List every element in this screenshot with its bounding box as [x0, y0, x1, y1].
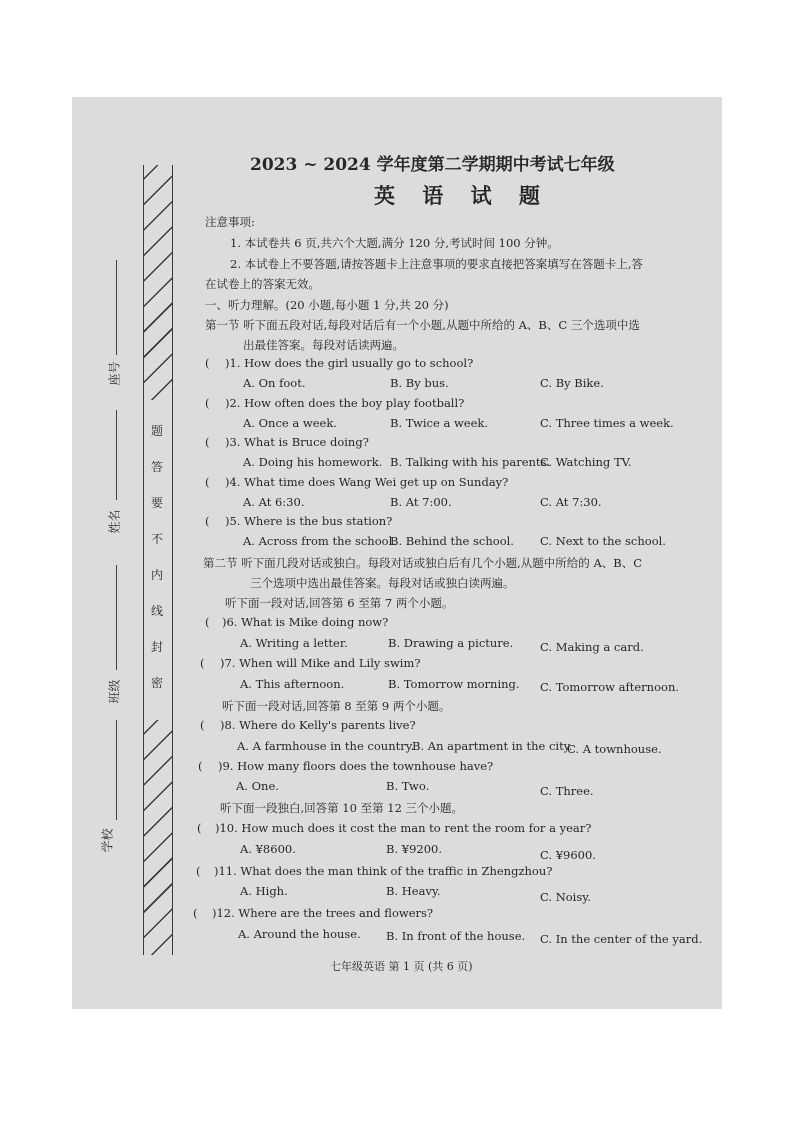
class-label: 班级 — [107, 679, 122, 704]
seal-char: 要 — [146, 494, 168, 511]
question-text: )10. How much does it cost the man to rent the room for a year? — [215, 821, 592, 835]
question-text: )12. Where are the trees and flowers? — [212, 906, 434, 920]
answer-paren: ( — [193, 906, 198, 920]
seal-char: 不 — [146, 530, 168, 547]
option-b: B. Twice a week. — [390, 416, 489, 430]
listening-intro: 听下面一段独白,回答第 10 至第 12 三个小题。 — [220, 801, 464, 815]
section-instruction: 三个选项中选出最佳答案。每段对话或独白读两遍。 — [250, 576, 515, 590]
question-text: )11. What does the man think of the traffic in Zhengzhou? — [214, 864, 553, 878]
option-c: C. Three. — [540, 784, 594, 798]
note-item: 2. 本试卷上不要答题,请按答题卡上注意事项的要求直接把答案填写在答题卡上,答 — [230, 257, 643, 271]
option-a: A. A farmhouse in the country. — [237, 739, 415, 753]
option-b: B. ¥9200. — [386, 842, 443, 856]
option-c: C. Next to the school. — [540, 534, 666, 548]
answer-paren: ( — [200, 656, 205, 670]
exam-title: 2023 ~ 2024 学年度第二学期期中考试七年级 — [250, 155, 615, 175]
option-c: C. Tomorrow afternoon. — [540, 680, 679, 694]
answer-paren: ( — [198, 759, 203, 773]
question-text: )9. How many floors does the townhouse have? — [218, 759, 494, 773]
section-heading: 一、听力理解。(20 小题,每小题 1 分,共 20 分) — [205, 298, 449, 312]
question-text: )4. What time does Wang Wei get up on Sunday? — [225, 475, 509, 489]
option-c: C. By Bike. — [540, 376, 604, 390]
binding-strip — [143, 165, 173, 955]
question-text: )3. What is Bruce doing? — [225, 435, 369, 449]
option-b: B. Drawing a picture. — [388, 636, 514, 650]
answer-paren: ( — [205, 475, 210, 489]
option-c: C. Making a card. — [540, 640, 644, 654]
answer-paren: ( — [205, 514, 210, 528]
option-c: C. At 7:30. — [540, 495, 602, 509]
seal-char: 封 — [146, 638, 168, 655]
answer-paren: ( — [205, 615, 210, 629]
question-text: )7. When will Mike and Lily swim? — [220, 656, 421, 670]
seal-char: 答 — [146, 458, 168, 475]
answer-paren: ( — [205, 396, 210, 410]
answer-paren: ( — [200, 718, 205, 732]
school-label: 学校 — [100, 828, 115, 853]
option-c: C. Watching TV. — [540, 455, 632, 469]
option-c: C. A townhouse. — [567, 742, 662, 756]
seat-blank-line — [116, 260, 117, 355]
seal-char: 密 — [146, 674, 168, 691]
option-c: C. Three times a week. — [540, 416, 674, 430]
option-c: C. In the center of the yard. — [540, 932, 703, 946]
option-c: C. ¥9600. — [540, 848, 596, 862]
option-b: B. By bus. — [390, 376, 449, 390]
name-label: 姓名 — [107, 509, 122, 534]
question-text: )6. What is Mike doing now? — [222, 615, 389, 629]
option-a: A. On foot. — [243, 376, 306, 390]
notes-heading: 注意事项: — [205, 215, 255, 229]
school-blank-line — [116, 720, 117, 820]
option-c: C. Noisy. — [540, 890, 591, 904]
section-instruction: 出最佳答案。每段对话读两遍。 — [243, 338, 404, 352]
page-footer: 七年级英语 第 1 页 (共 6 页) — [330, 960, 473, 973]
option-a: A. One. — [236, 779, 279, 793]
section-instruction: 第一节 听下面五段对话,每段对话后有一个小题,从题中所给的 A、B、C 三个选项中选 — [205, 318, 640, 332]
hatch-pattern-bottom — [144, 720, 172, 955]
seat-label: 座号 — [107, 361, 122, 386]
question-text: )2. How often does the boy play football? — [225, 396, 465, 410]
seal-char: 题 — [146, 422, 168, 439]
question-text: )8. Where do Kelly's parents live? — [220, 718, 416, 732]
option-a: A. This afternoon. — [240, 677, 345, 691]
class-blank-line — [116, 565, 117, 670]
option-b: B. Behind the school. — [390, 534, 514, 548]
answer-paren: ( — [205, 356, 210, 370]
option-a: A. Around the house. — [238, 927, 361, 941]
question-text: )5. Where is the bus station? — [225, 514, 393, 528]
option-a: A. Writing a letter. — [240, 636, 348, 650]
question-text: )1. How does the girl usually go to school? — [225, 356, 474, 370]
name-blank-line — [116, 410, 117, 500]
option-b: B. Two. — [386, 779, 430, 793]
answer-paren: ( — [197, 821, 202, 835]
option-a: A. At 6:30. — [243, 495, 305, 509]
exam-subject-title: 英 语 试 题 — [374, 183, 550, 208]
answer-paren: ( — [196, 864, 201, 878]
note-item: 在试卷上的答案无效。 — [205, 277, 320, 291]
seal-char: 线 — [146, 602, 168, 619]
option-a: A. Across from the school. — [243, 534, 396, 548]
option-b: B. In front of the house. — [386, 929, 526, 943]
option-b: B. Tomorrow morning. — [388, 677, 520, 691]
section-instruction: 第二节 听下面几段对话或独白。每段对话或独白后有几个小题,从题中所给的 A、B、C — [203, 556, 643, 570]
option-a: A. ¥8600. — [240, 842, 296, 856]
option-b: B. Talking with his parents. — [390, 455, 551, 469]
option-a: A. Once a week. — [243, 416, 337, 430]
option-a: A. High. — [240, 884, 288, 898]
option-a: A. Doing his homework. — [243, 455, 383, 469]
option-b: B. Heavy. — [386, 884, 441, 898]
listening-intro: 听下面一段对话,回答第 6 至第 7 两个小题。 — [225, 596, 454, 610]
seal-char: 内 — [146, 566, 168, 583]
option-b: B. At 7:00. — [390, 495, 452, 509]
answer-paren: ( — [205, 435, 210, 449]
listening-intro: 听下面一段对话,回答第 8 至第 9 两个小题。 — [222, 699, 451, 713]
option-b: B. An apartment in the city. — [412, 739, 573, 753]
note-item: 1. 本试卷共 6 页,共六个大题,满分 120 分,考试时间 100 分钟。 — [230, 236, 559, 250]
hatch-pattern-top — [144, 165, 172, 400]
